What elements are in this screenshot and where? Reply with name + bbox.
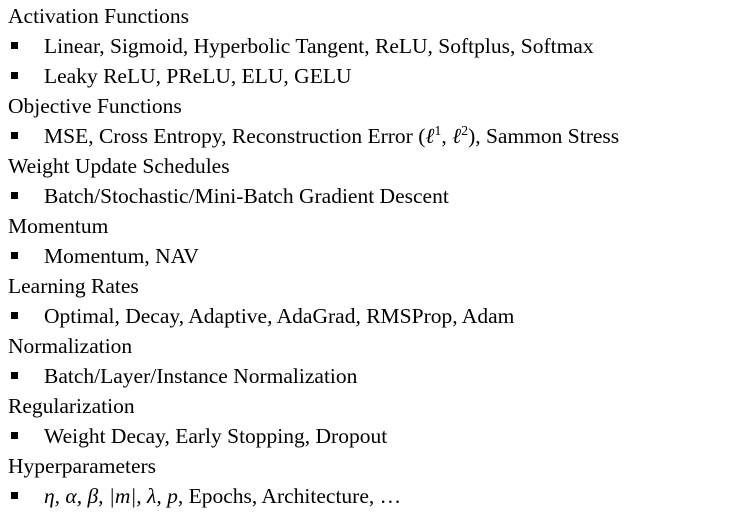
bullet-square-icon <box>11 72 18 79</box>
section-heading-normalization: Normalization <box>8 334 133 358</box>
list-item <box>0 241 734 271</box>
l1-norm-exponent: 1 <box>434 124 442 139</box>
section-heading-momentum: Momentum <box>8 214 109 238</box>
section-heading-objective-functions: Objective Functions <box>8 94 182 118</box>
list-item-text-after: , Epochs, Architecture, … <box>177 484 402 508</box>
list-item-text-before: MSE, Cross Entropy, Reconstruction Error ( <box>44 124 426 148</box>
list-item <box>0 61 734 91</box>
list-item <box>0 181 734 211</box>
list-item-text: Leaky ReLU, PReLU, ELU, GELU <box>44 64 352 88</box>
list-item-text: Linear, Sigmoid, Hyperbolic Tangent, ReLU, Softplus, Softmax <box>44 34 594 58</box>
list-item-text: Batch/Layer/Instance Normalization <box>44 364 358 388</box>
bullet-square-icon <box>11 42 18 49</box>
list-item-text: Weight Decay, Early Stopping, Dropout <box>44 424 388 448</box>
list-item <box>0 421 734 451</box>
list-item <box>0 31 734 61</box>
list-item-text: Batch/Stochastic/Mini-Batch Gradient Descent <box>44 184 449 208</box>
section-heading-regularization: Regularization <box>8 394 135 418</box>
bullet-square-icon <box>11 192 18 199</box>
section-heading-learning-rates: Learning Rates <box>8 274 139 298</box>
section-heading-weight-update-schedules: Weight Update Schedules <box>8 154 230 178</box>
bullet-square-icon <box>11 432 18 439</box>
list-item-text: Momentum, NAV <box>44 244 199 268</box>
bullet-square-icon <box>11 252 18 259</box>
bullet-square-icon <box>11 312 18 319</box>
bullet-square-icon <box>11 132 18 139</box>
section-heading-activation-functions: Activation Functions <box>8 4 189 28</box>
list-item <box>0 121 734 151</box>
l2-norm-exponent: 2 <box>461 124 469 139</box>
l1-norm-symbol: ℓ <box>425 124 435 148</box>
list-item-text-after: ), Sammon Stress <box>468 124 620 148</box>
bullet-square-icon <box>11 492 18 499</box>
hyperparameter-symbols: η, α, β, |m|, λ, p <box>44 484 178 508</box>
l2-norm-symbol: ℓ <box>452 124 462 148</box>
list-item <box>0 481 734 511</box>
list-item-text: Optimal, Decay, Adaptive, AdaGrad, RMSProp, Adam <box>44 304 515 328</box>
bullet-square-icon <box>11 372 18 379</box>
list-item <box>0 361 734 391</box>
list-item-separator: , <box>441 124 453 148</box>
list-item <box>0 301 734 331</box>
section-heading-hyperparameters: Hyperparameters <box>8 454 157 478</box>
